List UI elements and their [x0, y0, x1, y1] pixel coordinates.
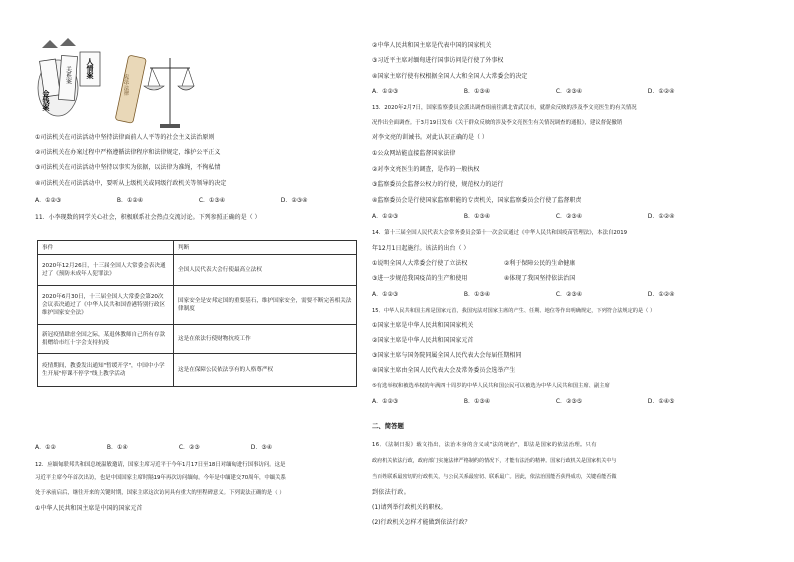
- q11-table: [37, 240, 357, 387]
- q16-stem-line-4: 到依法行政。: [372, 489, 411, 496]
- table-cell-event: 疫情期间，教委发出通知"暂缓开学"，中国中小学生开展"停课不停学"线上教学活动: [38, 354, 174, 387]
- q15-option-5: ⑤有选举权和被选举权的年满四十周岁的中华人民共和国公民可以被选为中华人民共和国主席、副主席: [372, 383, 610, 389]
- table-row: [38, 286, 357, 325]
- q14-choice-b[interactable]: B．①③④: [463, 291, 491, 298]
- q15-choice-b[interactable]: B．①③④: [463, 398, 491, 405]
- q10-choice-b[interactable]: B．①②④: [116, 197, 144, 204]
- q13-choices: [372, 213, 738, 221]
- q15-choice-a[interactable]: A．①②③: [372, 398, 399, 405]
- q14-choice-a[interactable]: A．①②③: [372, 291, 399, 298]
- q10-option-1: ①司法机关在司法活动中坚持法律面前人人平等的社会主义法治原则: [35, 134, 215, 141]
- q15-option-3: ③国家主席与国务院同属全国人民代表大会每届任期相同: [372, 352, 522, 359]
- q14-choices: [372, 291, 738, 299]
- q16-sub-1: (1)请列举行政机关的职权。: [372, 504, 447, 511]
- q14-option-4: ④体现了我国坚持依法治国: [503, 275, 576, 282]
- q14-option-1: ①说明全国人大常委会行使了立法权: [372, 260, 468, 267]
- q12-option-2: ②中华人民共和国主席是代表中国的国家机关: [372, 42, 492, 49]
- q14-stem-line-2: 年12月1日起施行。该法的出台（ ）: [372, 245, 470, 252]
- table-row: [38, 255, 357, 286]
- table-cell-event: 2020年12月26日，十三届全国人大常委会表决通过了《预防未成年人犯罪法》: [38, 255, 174, 286]
- q12-option-4: ④国家主席行使有权根据全国人大和全国人大常委会的决定: [372, 73, 528, 80]
- q12-option-1: ①中华人民共和国主席是中国的国家元首: [35, 505, 143, 512]
- q12-option-3: ③习近平主席对缅甸进行国事访问是行使了外事权: [372, 57, 504, 64]
- q12-choices: [372, 88, 738, 96]
- table-cell-event: 新冠疫情肆虐全国之际，某退休教师自己所有存款捐赠给市红十字会支持抗疫: [38, 325, 174, 354]
- table-header-judge: 判断: [174, 241, 357, 255]
- q13-stem-line-1: 13．2020年2月7日，国家监察委员会派出调查组前往湖北省武汉市，就群众反映的涉及李文亮医生的有关情况: [372, 105, 637, 111]
- q11-choice-b[interactable]: B．①④: [106, 444, 128, 451]
- table-cell-judge: 这是在保障公民依法享有的人格尊严权: [174, 354, 357, 387]
- q16-stem-line-2: 政府机关依法行政，政府部门实施法律严格制约的情况下，才能有法治的精神。国家行政机关是国家机关中与: [372, 458, 617, 464]
- q13-option-2: ②对李文亮医生的调查，是作的一般执权: [372, 166, 480, 173]
- q15-option-4: ④国家主席由全国人民代表大会及常务委员会选举产生: [372, 367, 516, 374]
- q14-stem-line-1: 14．第十三届全国人民代表大会常务委员会第十一次会议通过《中华人民共和国疫苗管理法》，本法自2019: [372, 230, 628, 236]
- q15-choice-c[interactable]: C．②③⑤: [555, 398, 583, 405]
- q12-choice-c[interactable]: C．②③④: [555, 88, 583, 95]
- q12-stem-line-1: 12．应缅甸联邦共和国总统温敏邀请，国家主席习近平于今年1月17日至18日对缅甸进行国事访问。这是: [35, 462, 286, 468]
- table-row: [38, 354, 357, 387]
- table-header-row: [38, 241, 357, 255]
- q16-stem-line-3: 当百姓联系最密切的行政机关，与公民关系最密切、联系最广。因此，依法治国能否获得成功，关键看能否做: [372, 474, 617, 480]
- q13-choice-b[interactable]: B．①③④: [463, 213, 491, 220]
- q14-option-3: ③进一步规范我国疫苗的生产和使用: [372, 275, 468, 282]
- q12-choice-a[interactable]: A．①②③: [372, 88, 399, 95]
- q11-choice-a[interactable]: A．①②: [35, 444, 56, 451]
- q13-choice-a[interactable]: A．①②③: [372, 213, 399, 220]
- table-cell-event: 2020年6月30日，十三届全国人大常委会第20次会议表决通过了《中华人民共和国香港特别行政区维护国家安全法》: [38, 286, 174, 325]
- q14-choice-c[interactable]: C．②③④: [555, 291, 583, 298]
- q13-choice-c[interactable]: C．②③④: [555, 213, 583, 220]
- table-cell-judge: 国家安全是安邦定国的重要基石，维护国家安全，需要不断完善相关法律制度: [174, 286, 357, 325]
- q10-choices: [35, 197, 361, 205]
- q15-choice-d[interactable]: D．①④⑤: [647, 398, 675, 405]
- q10-choice-d[interactable]: D．②③④: [280, 197, 308, 204]
- q11-choices: [35, 444, 321, 452]
- q13-choice-d[interactable]: D．①②④: [647, 213, 675, 220]
- table-row: [38, 325, 357, 354]
- tag-left-label: 金钱案: [42, 90, 50, 111]
- q10-option-3: ③司法机关在司法活动中坚持以事实为依据，以法律为准绳，不徇私情: [35, 164, 221, 171]
- q16-sub-2: (2)行政机关怎样才能做到依法行政？: [372, 519, 471, 526]
- q12-choice-d[interactable]: D．①②④: [647, 88, 675, 95]
- q10-option-2: ②司法机关在办案过程中严格遵循法律程序和法律规定，维护公平正义: [35, 149, 221, 156]
- q13-stem-line-2: 况作出全面调查。于3月19日发布《关于群众反映的涉及李文亮医生有关情况调查的通报》，建议督促撤销: [372, 120, 623, 126]
- q16-stem-line-1: 16．《法制日报》载文指出，法治本身的含义或"法的统治"，即法是国家的依法治理。只有: [372, 442, 597, 448]
- tag-right-label: 人情案: [86, 58, 94, 79]
- q11-choice-d[interactable]: D．③④: [250, 444, 273, 451]
- q10-choice-a[interactable]: A．①②③: [35, 197, 62, 204]
- table-cell-judge: 这是在依法行使财物抗疫工作: [174, 325, 357, 354]
- q11-choice-c[interactable]: C．②③: [178, 444, 200, 451]
- q15-stem: 15．中华人民共和国主席是国家元首，我国宪法对国家主席的产生、任期、地位等作出明确规定，下列符合法规定的是（ ）: [372, 308, 656, 314]
- q14-options-row-2: [372, 275, 575, 283]
- q13-stem-line-3: 对李文亮的训诫书。对此认识正确的是（ ）: [372, 134, 488, 141]
- tag-mid-label: 关系案: [64, 66, 72, 84]
- q14-options-row-1: [372, 260, 575, 268]
- table-cell-judge: 全国人民代表大会行使最高立法权: [174, 255, 357, 286]
- q13-option-1: ①公众网站能直接监督国家法律: [372, 150, 456, 157]
- cartoon-illustration: [30, 38, 195, 130]
- q12-choice-b[interactable]: B．①③④: [463, 88, 491, 95]
- q13-option-4: ④监察委员会是行使国家监察职能的专责机关，国家监察委员会行使了监督职责: [372, 197, 582, 204]
- q12-stem-line-3: 处于承前启后，继往开来的关键时期，国家主席这次访问具有重大的里程碑意义。下列说法正确的是（ ）: [35, 490, 285, 496]
- q12-stem-line-2: 习近平主席今年首次出访，也是中国国家主席时隔19年再次访问缅甸。今年是中缅建交70周年，中缅关系: [35, 475, 286, 481]
- q15-option-1: ①国家主席是中华人民共和国国家机关: [372, 322, 474, 329]
- q14-choice-d[interactable]: D．①②④: [647, 291, 675, 298]
- q14-option-2: ②利于保障公民的生命健康: [503, 260, 576, 267]
- q10-option-4: ④司法机关在司法活动中，要听从上级机关或同级行政机关等领导的决定: [35, 180, 227, 187]
- q15-option-2: ②国家主席是中华人民共和国国家元首: [372, 337, 474, 344]
- scroll-label: 宪法·法律: [123, 74, 129, 96]
- q11-stem: 11．小李现数的同学关心社会，积极联系社会热点交流讨论。下列参照正确的是（ ）: [35, 214, 261, 221]
- q15-choices: [372, 398, 738, 406]
- q10-choice-c[interactable]: C．①③④: [198, 197, 226, 204]
- section-title: 二、简答题: [372, 422, 404, 430]
- table-header-event: 事件: [38, 241, 174, 255]
- justice-scale-cartoon: [30, 38, 195, 130]
- q13-option-3: ③监察委员会监督公权力的行使，规范权力的运行: [372, 181, 504, 188]
